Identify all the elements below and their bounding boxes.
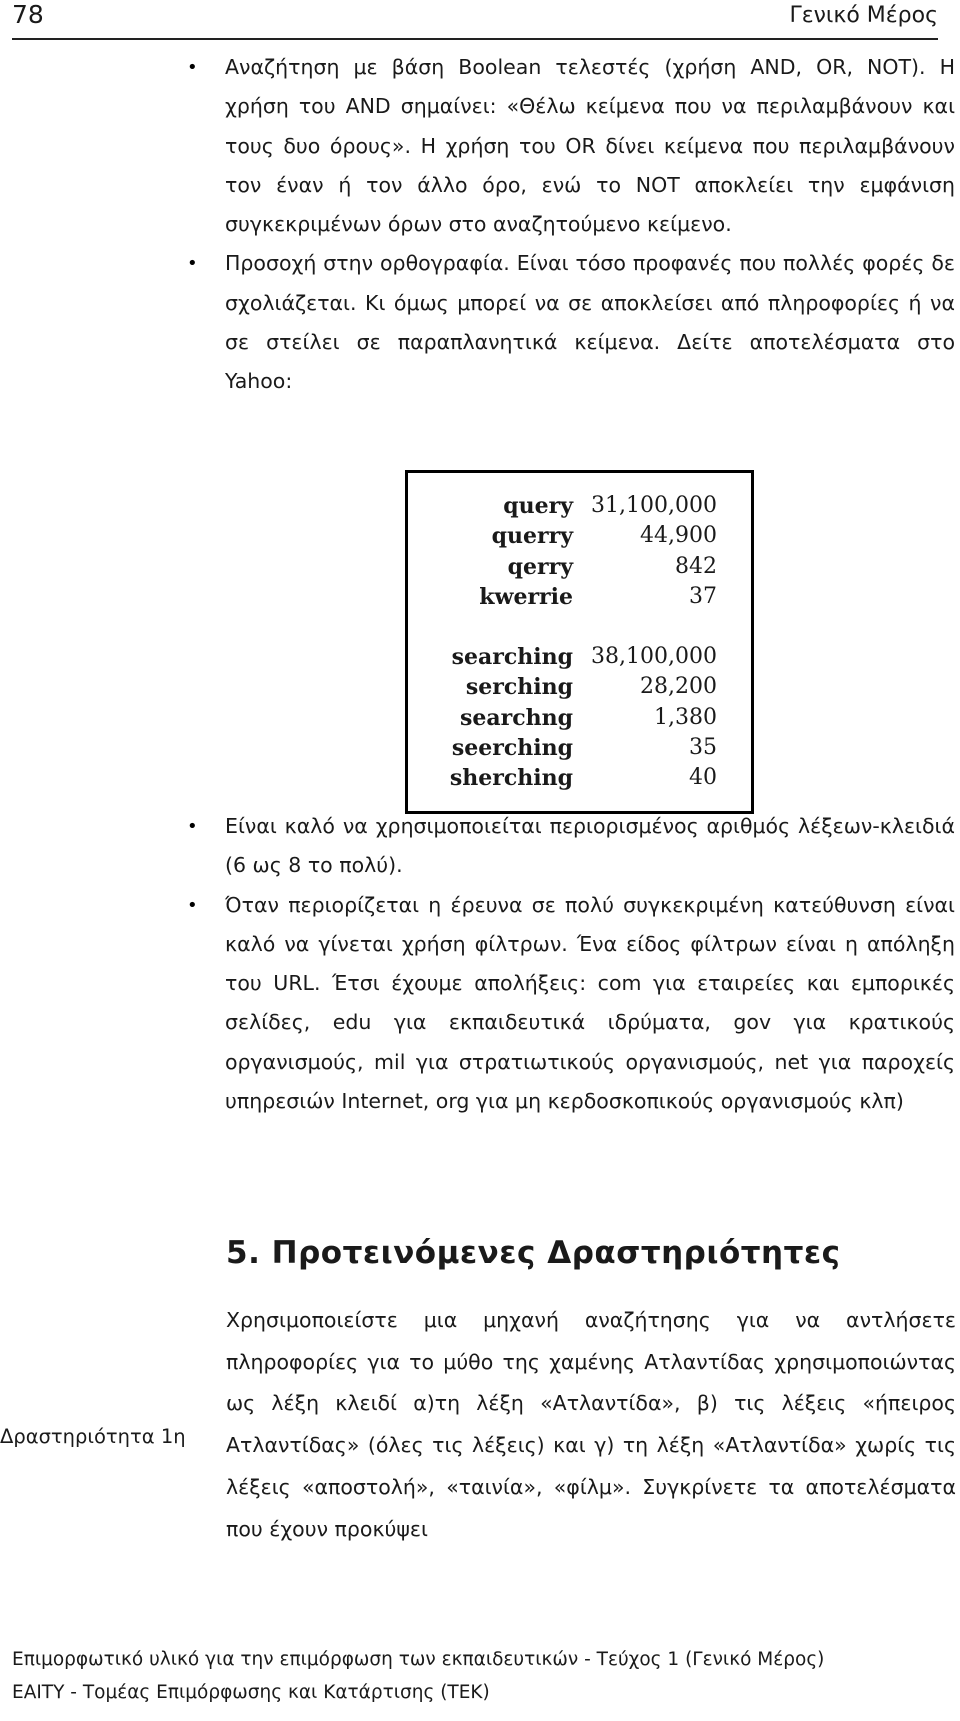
footer-line-1: Επιμορφωτικό υλικό για την επιμόρφωση των εκπαιδευτικών - Τεύχος 1 (Γενικό Μέρος) xyxy=(12,1649,825,1670)
search-results-table xyxy=(405,470,754,814)
search-term: query xyxy=(503,493,573,519)
bullet-list-top xyxy=(225,48,955,402)
footer-line-2: ΕΑΙΤΥ - Τομέας Επιμόρφωσης και Κατάρτισης (ΤΕΚ) xyxy=(12,1682,490,1703)
table-row xyxy=(408,584,751,614)
result-count: 31,100,000 xyxy=(591,493,717,518)
result-count: 44,900 xyxy=(640,523,717,549)
result-count: 37 xyxy=(689,583,717,609)
bullet-list-bottom xyxy=(225,807,955,1121)
result-count: 38,100,000 xyxy=(591,644,717,670)
table-row xyxy=(408,523,751,553)
result-count: 28,200 xyxy=(640,674,717,700)
section-heading: 5. Προτεινόμενες Δραστηριότητες xyxy=(226,1235,841,1271)
search-term: seerching xyxy=(451,735,573,762)
result-count: 842 xyxy=(675,553,717,579)
table-row xyxy=(408,735,751,765)
result-count: 40 xyxy=(689,765,717,791)
result-count: 1,380 xyxy=(654,704,717,730)
bullet-filters: • Όταν περιορίζεται η έρευνα σε πολύ συγκεκριμένη κατεύθυνση είναι καλό να γίνεται χρήση φίλτρων. Ένα είδος φίλτρων είναι η απόληξη του URL. Έτσι έχουμε απολήξεις: com για εταιρείες και εμπορικές σελίδες, edu για εκπαιδευτικά ιδρύματα, gov για κρατικούς οργανισμούς, mil για στρατιωτικούς οργανισμούς, net για παροχείς υπηρεσιών Internet, org για μη κερδοσκοπικούς οργανισμούς κλπ) xyxy=(225,886,955,1122)
table-row xyxy=(408,493,751,523)
page-header xyxy=(12,0,938,40)
table-row xyxy=(408,705,751,735)
page-number: 78 xyxy=(12,0,44,29)
table-row xyxy=(408,554,751,584)
bullet-boolean: • Αναζήτηση με βάση Boolean τελεστές (χρήση AND, OR, NOT). Η χρήση του AND σημαίνει: «Θέλω κείμενα που να περιλαμβάνουν και τους δυο όρους». Η χρήση του OR δίνει κείμενα που περιλαμβάνουν τον έναν ή τον άλλο όρο, ενώ το NOT αποκλείει την εμφάνιση συγκεκριμένων όρων στο αναζητούμενο κείμενο. xyxy=(225,48,955,244)
search-term: searching xyxy=(451,644,573,671)
table-row xyxy=(408,765,751,795)
bullet-keywords: • Είναι καλό να χρησιμοποιείται περιορισμένος αριθμός λέξεων-κλειδιά (6 ως 8 το πολύ). xyxy=(225,807,955,886)
section-name: Γενικό Μέρος xyxy=(789,3,938,28)
search-term: serching xyxy=(465,674,573,701)
search-term: kwerrie xyxy=(479,583,573,610)
bullet-spelling: • Προσοχή στην ορθογραφία. Είναι τόσο προφανές που πολλές φορές δε σχολιάζεται. Κι όμως μπορεί να σε αποκλείσει από πληροφορίες ή να σε στείλει σε παραπλανητικά κείμενα. Δείτε αποτελέσματα στο Yahoo: xyxy=(225,244,955,401)
activity-text: Χρησιμοποιείστε μια μηχανή αναζήτησης για να αντλήσετε πληροφορίες για το μύθο της χαμένης Ατλαντίδας χρησιμοποιώντας ως λέξη κλειδί α)τη λέξη «Ατλαντίδα», β) τις λέξεις «ήπειρος Ατλαντίδας» (όλες τις λέξεις) και γ) τη λέξη «Ατλαντίδα» χωρίς τις λέξεις «αποστολή», «ταινία», «φίλμ». Συγκρίνετε τα αποτελέσματα που έχουν προκύψει xyxy=(226,1308,956,1541)
group-spacer xyxy=(408,614,751,644)
result-count: 35 xyxy=(689,735,717,761)
search-term: querry xyxy=(491,523,573,550)
search-term: qerry xyxy=(507,553,573,580)
page-footer xyxy=(12,1643,824,1709)
search-term: searchng xyxy=(460,704,573,731)
search-term: sherching xyxy=(449,765,573,792)
table-row xyxy=(408,644,751,674)
activity-label: Δραστηριότητα 1η xyxy=(0,1425,186,1448)
results-rows xyxy=(408,493,751,796)
table-row xyxy=(408,674,751,704)
